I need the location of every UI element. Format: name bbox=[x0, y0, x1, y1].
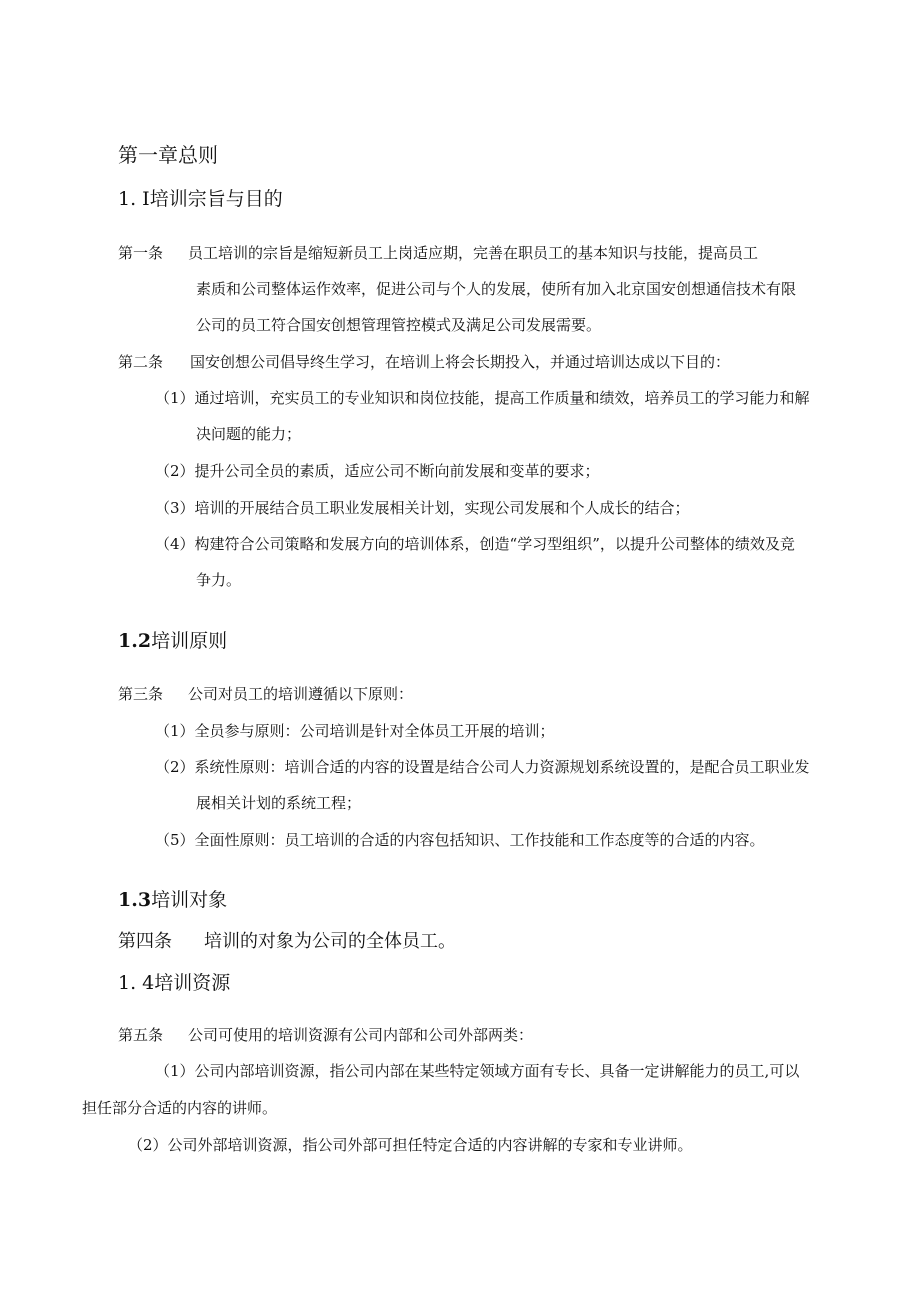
item-text: 全员参与原则：公司培训是针对全体员工开展的培训； bbox=[194, 722, 555, 740]
list-item-continuation: 决问题的能力； bbox=[196, 425, 302, 443]
item-text: 提升公司全员的素质，适应公司不断向前发展和变革的要求； bbox=[194, 462, 600, 480]
article-text: 培训的对象为公司的全体员工。 bbox=[204, 931, 456, 952]
article-2-first-line bbox=[118, 355, 730, 370]
item-text: 公司内部培训资源，指公司内部在某些特定领域方面有专长、具备一定讲解能力的员工,可以 bbox=[194, 1062, 800, 1080]
article-label: 第二条 bbox=[118, 353, 164, 371]
section-number: 1.2 bbox=[118, 630, 152, 652]
item-number: （2） bbox=[155, 462, 195, 480]
article-label: 第三条 bbox=[118, 685, 164, 703]
article-text: 公司可使用的培训资源有公司内部和公司外部两类： bbox=[188, 1026, 534, 1044]
article-1-first-line bbox=[118, 246, 758, 261]
article-label: 第一条 bbox=[118, 244, 164, 262]
item-number: （4） bbox=[155, 535, 195, 553]
section-title: 培训宗旨与目的 bbox=[149, 188, 283, 210]
section-number: 1. 4 bbox=[118, 972, 155, 994]
list-item-continuation: 争力。 bbox=[196, 571, 242, 589]
item-number: （2） bbox=[128, 1136, 168, 1154]
item-text: 系统性原则：培训合适的内容的设置是结合公司人力资源规划系统设置的，是配合员工职业发 bbox=[194, 758, 810, 776]
list-item bbox=[155, 760, 810, 775]
section-title: 培训资源 bbox=[154, 972, 231, 994]
item-number: （5） bbox=[155, 831, 195, 849]
list-item bbox=[155, 537, 795, 552]
chapter-title: 第一章总则 bbox=[118, 143, 218, 167]
item-number: （1） bbox=[155, 1062, 195, 1080]
list-item bbox=[155, 833, 765, 848]
item-text: 全面性原则：员工培训的合适的内容包括知识、工作技能和工作态度等的合适的内容。 bbox=[194, 831, 765, 849]
article-label: 第四条 bbox=[118, 931, 172, 952]
section-1-3-heading bbox=[118, 891, 227, 910]
list-item bbox=[155, 1064, 799, 1079]
article-text: 员工培训的宗旨是缩短新员工上岗适应期，完善在职员工的基本知识与技能，提高员工 bbox=[188, 244, 759, 262]
item-number: （2） bbox=[155, 758, 195, 776]
article-label: 第五条 bbox=[118, 1026, 164, 1044]
section-1-4-heading bbox=[118, 974, 230, 993]
list-item bbox=[155, 391, 810, 406]
item-text: 构建符合公司策略和发展方向的培训体系，创造“学习型组织”，以提升公司整体的绩效及竞 bbox=[194, 535, 795, 553]
item-text: 公司外部培训资源，指公司外部可担任特定合适的内容讲解的专家和专业讲师。 bbox=[167, 1136, 693, 1154]
section-number: 1. I bbox=[118, 188, 150, 210]
article-text: 公司对员工的培训遵循以下原则： bbox=[188, 685, 414, 703]
section-title: 培训原则 bbox=[151, 630, 228, 652]
list-item bbox=[128, 1138, 693, 1153]
section-1-1-heading bbox=[118, 190, 283, 209]
item-number: （1） bbox=[155, 722, 195, 740]
item-number: （3） bbox=[155, 499, 195, 517]
item-text: 培训的开展结合员工职业发展相关计划，实现公司发展和个人成长的结合； bbox=[194, 499, 690, 517]
section-number: 1.3 bbox=[118, 889, 152, 911]
article-text: 国安创想公司倡导终生学习，在培训上将会长期投入，并通过培训达成以下目的： bbox=[190, 353, 731, 371]
item-text: 通过培训，充实员工的专业知识和岗位技能，提高工作质量和绩效，培养员工的学习能力和解 bbox=[194, 389, 810, 407]
article-3-first-line bbox=[118, 687, 413, 702]
section-title: 培训对象 bbox=[151, 889, 228, 911]
list-item bbox=[155, 464, 600, 479]
article-5-first-line bbox=[118, 1028, 533, 1043]
section-1-2-heading bbox=[118, 632, 227, 651]
list-item bbox=[155, 501, 690, 516]
article-1-line-2: 素质和公司整体运作效率，促进公司与个人的发展，使所有加入北京国安创想通信技术有限 bbox=[196, 280, 797, 298]
list-item bbox=[155, 724, 555, 739]
article-1-line-3: 公司的员工符合国安创想管理管控模式及满足公司发展需要。 bbox=[196, 316, 602, 334]
article-4-line bbox=[118, 933, 456, 951]
item-number: （1） bbox=[155, 389, 195, 407]
list-item-continuation: 担任部分合适的内容的讲师。 bbox=[82, 1099, 278, 1117]
list-item-continuation: 展相关计划的系统工程； bbox=[196, 794, 362, 812]
